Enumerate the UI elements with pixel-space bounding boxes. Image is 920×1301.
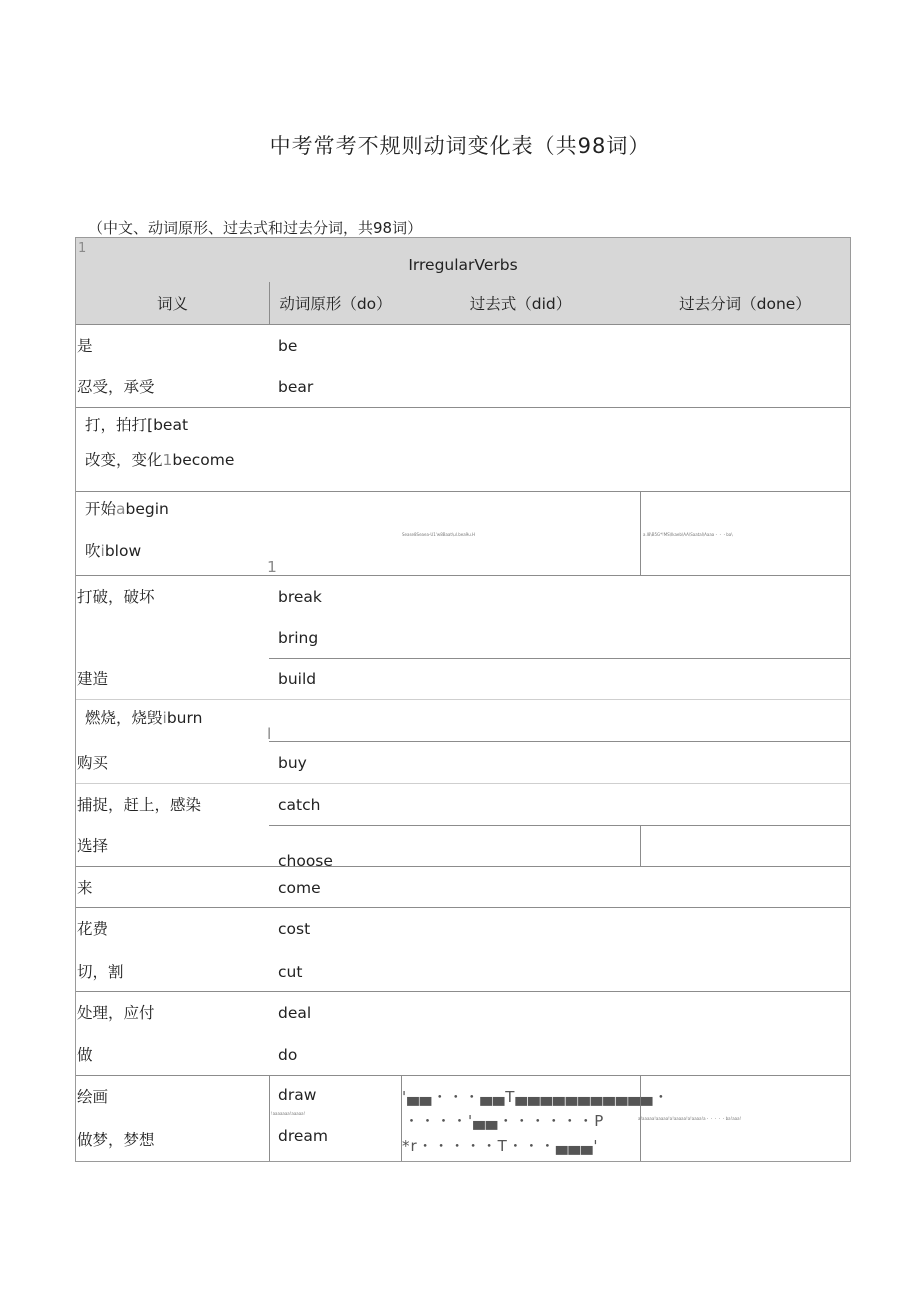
rule [269, 658, 850, 659]
stray-mark: 1 [267, 558, 277, 576]
rule [76, 491, 850, 492]
row-meaning: 建造 [77, 670, 109, 688]
table-caption: IrregularVerbs [408, 256, 518, 274]
row-meaning: 打，拍打 [85, 416, 148, 434]
row-verb: build [278, 670, 317, 688]
row-meaning: 花费 [77, 920, 109, 938]
row-meaning: 捕捉，赶上，感染 [77, 796, 202, 814]
rule [640, 825, 641, 866]
row-merged [85, 500, 169, 518]
row-meaning: 打破，破坏 [77, 588, 155, 606]
scan-artifact: ・・・・'▄▄・・・・・・P [404, 1112, 605, 1130]
col-header-meaning: 词义 [156, 295, 188, 313]
rule [76, 324, 850, 325]
row-meaning: 选择 [77, 837, 109, 855]
row-merged [85, 542, 141, 560]
row-separator: 1 [162, 451, 173, 469]
col-header-base-form: 动词原形（do） [279, 295, 392, 313]
row-verb: break [278, 588, 322, 606]
rule [76, 407, 850, 408]
col-header-participle: 过去分词（done） [679, 295, 811, 313]
row-merged [85, 451, 234, 469]
scan-artifact: Sease8Seaea-U1'w8Baat\ul.bea9u.H [402, 532, 476, 537]
page-title: 中考常考不规则动词变化表（共98词） [269, 134, 651, 158]
rule [76, 866, 850, 867]
row-meaning: 购买 [77, 754, 109, 772]
row-separator: a [116, 500, 126, 518]
row-verb: do [278, 1046, 298, 1064]
col-header-past: 过去式（did） [469, 295, 572, 313]
corner-mark: 1 [78, 241, 87, 256]
row-meaning: 开始 [85, 500, 117, 518]
rule [76, 1075, 850, 1076]
row-merged [85, 709, 202, 727]
row-separator: i [162, 709, 167, 727]
row-verb: deal [278, 1004, 312, 1022]
row-meaning: 做梦，梦想 [77, 1131, 155, 1149]
row-verb: buy [278, 754, 307, 772]
row-verb: become [172, 451, 235, 469]
row-meaning: 绘画 [77, 1088, 109, 1106]
rule [269, 741, 850, 742]
page-subtitle: （中文、动词原形、过去式和过去分词，共98词） [88, 219, 423, 237]
row-verb: burn [166, 709, 203, 727]
scan-artifact: !aaaaaaa!aaaaa! [271, 1111, 306, 1116]
row-meaning: 来 [77, 879, 93, 897]
scan-artifact: '▄▄・・・▄▄T▄▄▄▄▄▄▄▄▄▄▄・ [402, 1088, 670, 1106]
rule [76, 907, 850, 908]
scan-artifact: a!aaaaa!aaaaa!a!aaaaa!a!aaaa!a・・・・・ba!aaa! [638, 1116, 742, 1121]
row-verb: begin [125, 500, 169, 518]
rule [269, 825, 850, 826]
row-verb: bear [278, 378, 314, 396]
row-verb: dream [278, 1127, 329, 1145]
row-merged [85, 416, 188, 434]
row-meaning: 做 [77, 1046, 93, 1064]
rule [76, 699, 850, 700]
rule [76, 575, 850, 576]
row-meaning: 吹 [85, 542, 101, 560]
row-verb: choose [278, 852, 333, 870]
rule [269, 1075, 270, 1161]
scan-artifact: *r・・・・・T・・・▄▄▄' [402, 1137, 599, 1155]
stray-mark: l [267, 725, 272, 743]
row-meaning: 忍受，承受 [77, 378, 155, 396]
row-meaning: 燃烧，烧毁 [85, 709, 163, 727]
row-verb: bring [278, 629, 319, 647]
row-verb: beat [153, 416, 189, 434]
rule [640, 491, 641, 575]
row-meaning: 切，割 [77, 963, 124, 981]
row-verb: cost [278, 920, 311, 938]
row-separator: i [100, 542, 105, 560]
row-verb: draw [278, 1086, 317, 1104]
rule [76, 783, 850, 784]
scan-artifact: a.l8\B5G*!MS\Ikaeb\AA\Saatal\Aaaa・・・ba\ [643, 532, 733, 537]
row-meaning: 处理，应付 [77, 1004, 155, 1022]
row-separator: [ [147, 416, 154, 434]
row-verb: cut [278, 963, 303, 981]
rule [76, 991, 850, 992]
row-meaning: 是 [77, 337, 93, 355]
row-verb: come [278, 879, 321, 897]
row-verb: blow [104, 542, 142, 560]
row-meaning: 改变，变化 [85, 451, 163, 469]
row-verb: be [278, 337, 298, 355]
row-verb: catch [278, 796, 321, 814]
